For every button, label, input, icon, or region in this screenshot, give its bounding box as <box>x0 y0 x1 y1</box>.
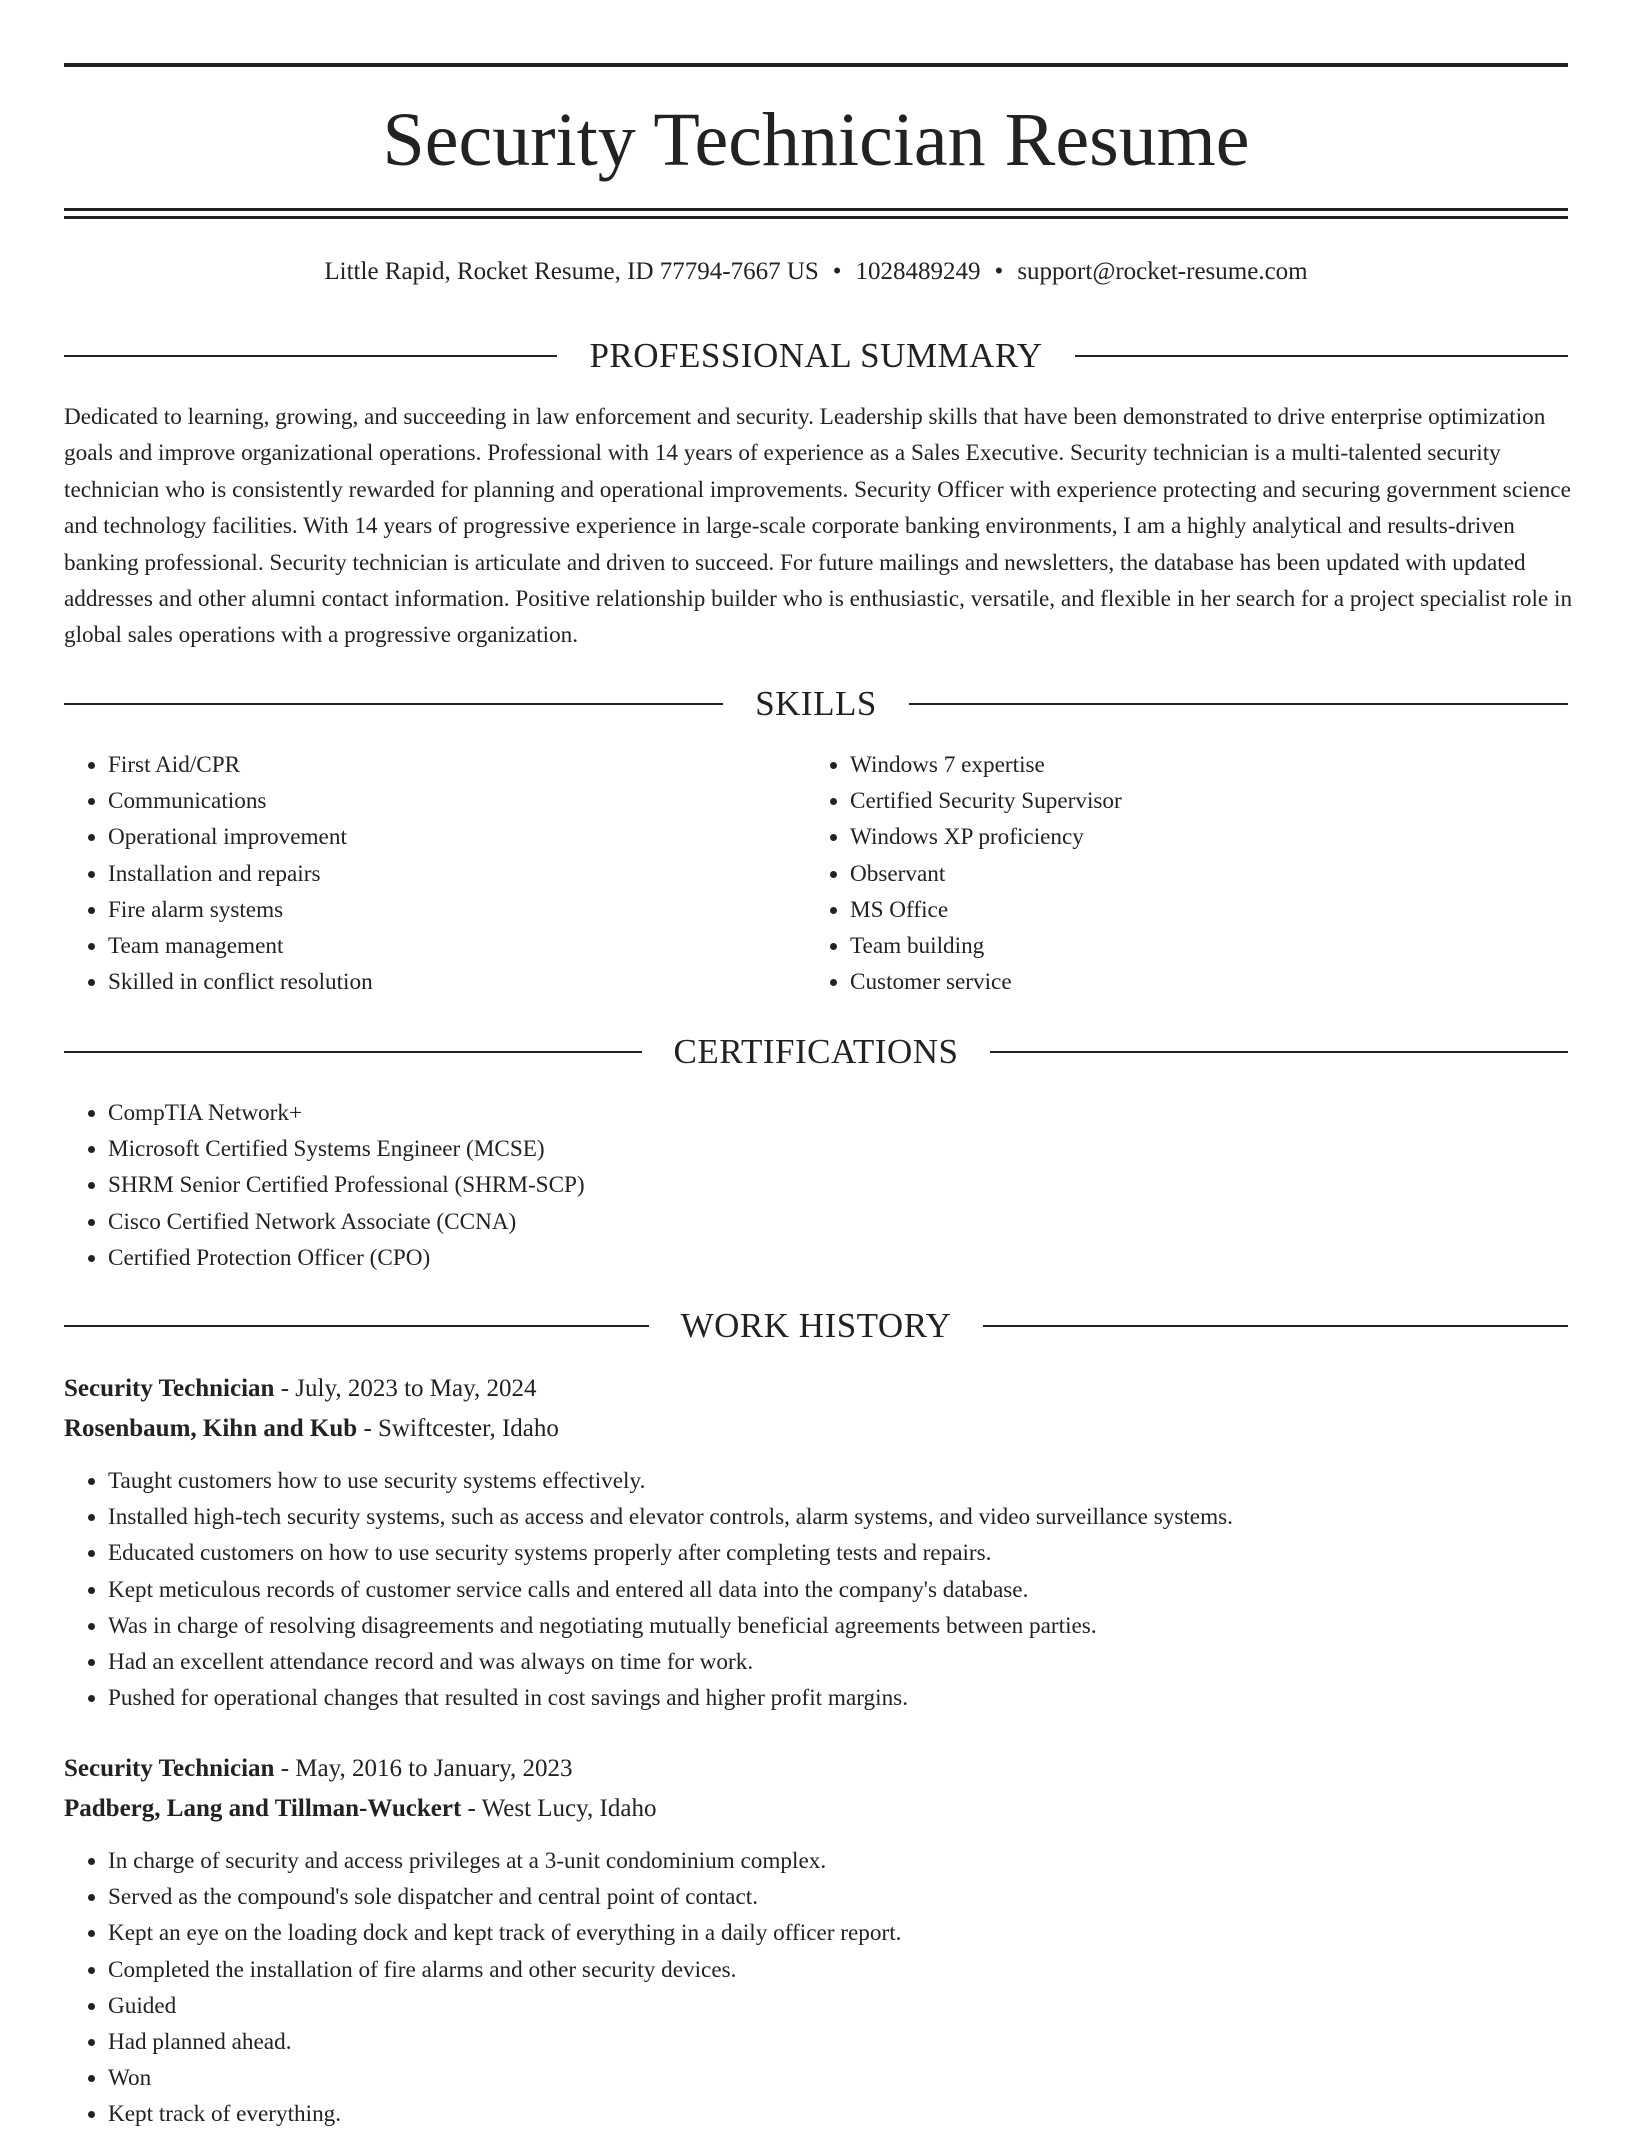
job-duty-item: • Completed the installation of fire alarms and other security devices. <box>108 1952 1588 1988</box>
job-duty-item: • Had planned ahead. <box>108 2024 1588 2060</box>
heading-rule-left <box>64 355 557 357</box>
skill-item: • MS Office <box>850 892 1550 928</box>
certification-item: • Certified Protection Officer (CPO) <box>108 1240 1508 1276</box>
contact-email: support@rocket-resume.com <box>1017 258 1308 285</box>
job-duty-item: • Educated customers on how to use security systems properly after completing tests and repairs. <box>108 1535 1588 1571</box>
contact-address: Little Rapid, Rocket Resume, ID 77794-7667 US <box>324 258 819 285</box>
skill-item: • Observant <box>850 856 1550 892</box>
skill-item: • Fire alarm systems <box>108 892 788 928</box>
summary-heading <box>64 334 1568 378</box>
title-rule-lower <box>64 216 1568 219</box>
job-company: Rosenbaum, Kihn and Kub <box>64 1415 358 1442</box>
job-duty-item: • Was in charge of resolving disagreements and negotiating mutually beneficial agreements between parties. <box>108 1608 1588 1644</box>
skills-list-right <box>806 747 1550 1000</box>
heading-rule-left <box>64 1325 649 1327</box>
skill-item: • Windows 7 expertise <box>850 747 1550 783</box>
job-duty-item: • Taught customers how to use security systems effectively. <box>108 1463 1588 1499</box>
skill-item: • Certified Security Supervisor <box>850 783 1550 819</box>
certification-item: • Microsoft Certified Systems Engineer (MCSE) <box>108 1131 1508 1167</box>
heading-rule-right <box>1075 355 1568 357</box>
skill-item: • First Aid/CPR <box>108 747 788 783</box>
certifications-list <box>64 1095 1508 1276</box>
skill-item: • Team building <box>850 928 1550 964</box>
heading-rule-left <box>64 703 723 705</box>
job-company-line <box>64 1791 656 1827</box>
skill-item: • Communications <box>108 783 788 819</box>
job-duties-list <box>64 1463 1588 1716</box>
heading-rule-left <box>64 1051 642 1053</box>
certification-item: • Cisco Certified Network Associate (CCNA) <box>108 1204 1508 1240</box>
skill-item: • Windows XP proficiency <box>850 819 1550 855</box>
job-location: - Swiftcester, Idaho <box>357 1415 559 1442</box>
job-title: Security Technician <box>64 1375 275 1402</box>
top-rule <box>64 63 1568 67</box>
job-dates: - May, 2016 to January, 2023 <box>274 1755 573 1782</box>
skill-item: • Installation and repairs <box>108 856 788 892</box>
skills-heading-label: SKILLS <box>755 684 877 723</box>
job-title-line <box>64 1371 536 1407</box>
title-rule-upper <box>64 208 1568 211</box>
contact-separator: • <box>994 258 1004 285</box>
job-duty-item: • In charge of security and access privileges at a 3-unit condominium complex. <box>108 1843 1588 1879</box>
heading-rule-right <box>990 1051 1568 1053</box>
job-dates: - July, 2023 to May, 2024 <box>274 1375 537 1402</box>
job-company: Padberg, Lang and Tillman-Wuckert <box>64 1795 462 1822</box>
job-duty-item: • Kept an eye on the loading dock and kept track of everything in a daily officer report. <box>108 1915 1588 1951</box>
skill-item: • Customer service <box>850 964 1550 1000</box>
skills-list-left <box>64 747 788 1000</box>
contact-line <box>0 255 1632 289</box>
job-duty-item: • Guided <box>108 1988 1588 2024</box>
heading-rule-right <box>983 1325 1568 1327</box>
skill-item: • Operational improvement <box>108 819 788 855</box>
page-title: Security Technician Resume <box>382 98 1250 182</box>
job-location: - West Lucy, Idaho <box>461 1795 657 1822</box>
certification-item: • CompTIA Network+ <box>108 1095 1508 1131</box>
job-duties-list <box>64 1843 1588 2133</box>
certifications-heading <box>64 1030 1568 1074</box>
certifications-heading-label: CERTIFICATIONS <box>673 1032 959 1071</box>
contact-separator: • <box>832 258 842 285</box>
skill-item: • Skilled in conflict resolution <box>108 964 788 1000</box>
heading-rule-right <box>909 703 1568 705</box>
skill-item: • Team management <box>108 928 788 964</box>
job-title: Security Technician <box>64 1755 275 1782</box>
job-duty-item: • Won <box>108 2060 1588 2096</box>
certification-item: • SHRM Senior Certified Professional (SHRM-SCP) <box>108 1167 1508 1203</box>
summary-heading-label: PROFESSIONAL SUMMARY <box>589 336 1043 375</box>
work-history-heading <box>64 1304 1568 1348</box>
job-company-line <box>64 1411 559 1447</box>
job-duty-item: • Pushed for operational changes that resulted in cost savings and higher profit margins. <box>108 1680 1588 1716</box>
work-history-heading-label: WORK HISTORY <box>680 1306 952 1345</box>
job-duty-item: • Had an excellent attendance record and was always on time for work. <box>108 1644 1588 1680</box>
contact-phone: 1028489249 <box>855 258 981 285</box>
job-duty-item: • Kept track of everything. <box>108 2096 1588 2132</box>
job-duty-item: • Kept meticulous records of customer service calls and entered all data into the company's database. <box>108 1572 1588 1608</box>
job-duty-item: • Served as the compound's sole dispatcher and central point of contact. <box>108 1879 1588 1915</box>
job-duty-item: • Installed high-tech security systems, such as access and elevator controls, alarm systems, and video surveillance systems. <box>108 1499 1588 1535</box>
summary-text: Dedicated to learning, growing, and succeeding in law enforcement and security. Leadership skills that have been demonstrated to drive enterprise optimization goals and improve organizational operations. Professional with 14 years of experience as a Sales Executive. Security technician is a multi-talented security technician who is consistently rewarded for planning and operational improvements. Security Officer with experience protecting and securing government science and technology facilities. With 14 years of progressive experience in large-scale corporate banking environments, I am a highly analytical and results-driven banking professional. Security technician is articulate and driven to succeed. For future mailings and newsletters, the database has been updated with updated addresses and other alumni contact information. Positive relationship builder who is enthusiastic, versatile, and flexible in her search for a project specialist role in global sales operations with a progressive organization. <box>64 404 1573 649</box>
job-title-line <box>64 1751 573 1787</box>
skills-heading <box>64 682 1568 726</box>
